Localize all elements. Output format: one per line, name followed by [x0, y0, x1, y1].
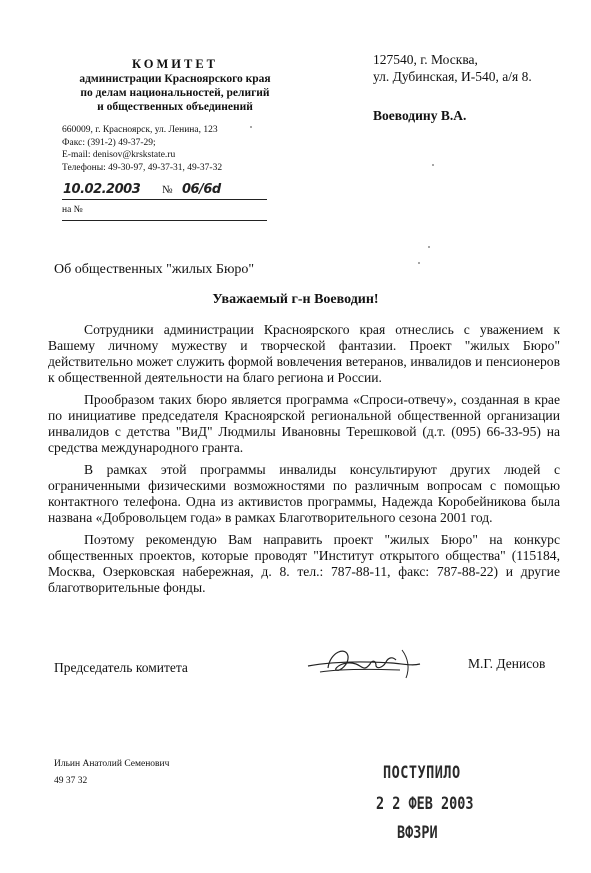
recipient-address-line-2: ул. Дубинская, И-540, а/я 8.: [373, 69, 532, 84]
handwritten-date: 10.02.2003: [63, 182, 141, 197]
salutation: Уважаемый г-н Воеводин!: [212, 292, 379, 307]
executor-phone: 49 37 32: [54, 776, 88, 786]
org-email: E-mail: denisov@krskstate.ru: [62, 150, 176, 160]
scan-speck: [432, 164, 434, 166]
signatory-position: Председатель комитета: [54, 660, 188, 675]
org-title: КОМИТЕТ: [131, 57, 218, 71]
org-line-3: и общественных объединений: [97, 101, 253, 113]
org-phones: Телефоны: 49-30-97, 49-37-31, 49-37-32: [62, 162, 223, 173]
org-contacts: [62, 124, 302, 174]
paragraph-1: Сотрудники администрации Красноярского края отнеслись с уважением к Вашему личному мужеству и творческой фантазии. Проект "жилых Бюро" действительно может служить формой вовлечения ветеранов, инвалидов и пенсионеров к общественной деятельности на благо региона и России.: [48, 322, 560, 385]
scan-speck: [428, 246, 430, 248]
received-stamp-date: 2 2 ФЕВ 2003: [376, 794, 474, 814]
received-stamp-title: ПОСТУПИЛО: [383, 763, 461, 783]
letter-subject: Об общественных "жилых Бюро": [54, 262, 255, 277]
outgoing-date-field: [62, 181, 267, 200]
executor-name: Ильин Анатолий Семенович: [54, 759, 170, 769]
recipient-name: Воеводину В.А.: [373, 108, 467, 123]
recipient-address: [373, 51, 532, 85]
scan-speck: [250, 126, 252, 128]
reference-field: [62, 205, 267, 221]
org-line-2: по делам национальностей, религий: [80, 87, 270, 99]
org-fax: Факс: (391-2) 49-37-29;: [62, 137, 156, 148]
executor-info: [54, 756, 169, 790]
paragraph-3: В рамках этой программы инвалиды консультируют других людей с ограниченными физическими возможностями по различным вопросам с помощью контактного телефона. Одна из активистов программы, Надежда Коробейникова была названа «Добровольцем года» в рамках Благотворительного сезона 2001 год.: [48, 462, 560, 525]
recipient-address-line-1: 127540, г. Москва,: [373, 52, 478, 67]
handwritten-signature: [300, 642, 430, 684]
letterhead: [60, 56, 290, 114]
received-stamp-code: ВФЗРИ: [397, 823, 438, 843]
org-line-1: администрации Красноярского края: [79, 73, 271, 85]
paragraph-2: Прообразом таких бюро является программа «Спроси-отвечу», созданная в крае по инициативе председателя Красноярской региональной общественной организации инвалидов с детства "ВиД" Людмилы Ивановны Терешковой (д.т. (095) 66-33-95) на средства международного гранта.: [48, 392, 560, 455]
signatory-name: М.Г. Денисов: [468, 656, 546, 671]
handwritten-number: 06/6d: [182, 182, 221, 197]
scan-speck: [418, 262, 420, 264]
number-sign: №: [162, 184, 173, 196]
paragraph-4: Поэтому рекомендую Вам направить проект "жилых Бюро" на конкурс общественных проектов, которые проводят "Институт открытого общества" (115184, Москва, Озерковская набережная, д. 8. тел.: 787-88-11, факс: 787-88-22) и другие благотворительные фонды.: [48, 532, 560, 595]
reference-label: на №: [62, 205, 83, 215]
letter-body: [48, 322, 560, 602]
org-address: 660009, г. Красноярск, ул. Ленина, 123: [62, 125, 218, 135]
